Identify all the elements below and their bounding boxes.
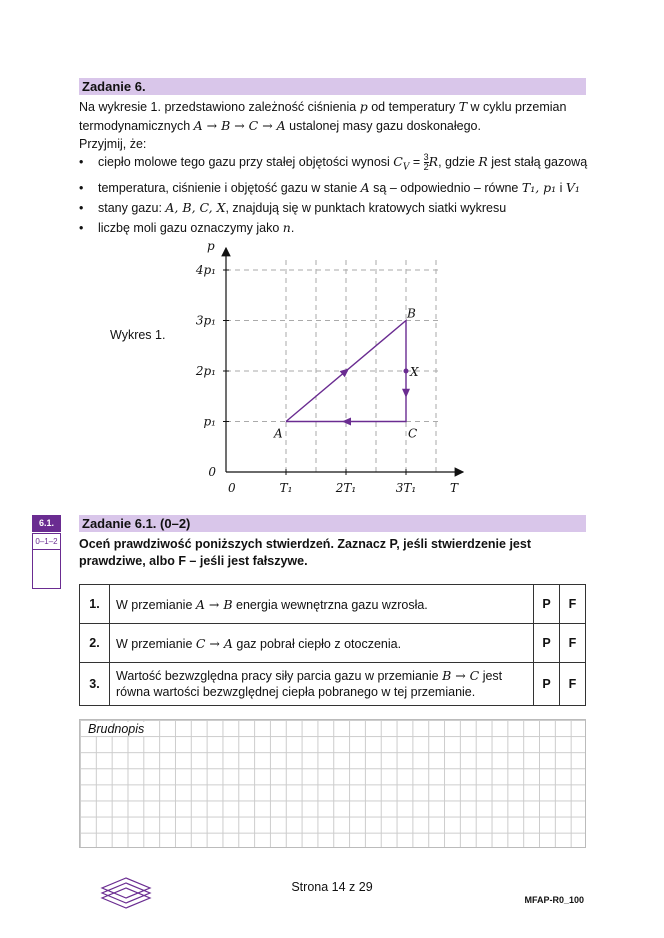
point-label-x: X — [410, 365, 419, 379]
p-T-chart — [195, 238, 470, 500]
y-tick-label: p₁ — [203, 414, 216, 429]
y-tick-label: 3p₁ — [195, 313, 216, 328]
x-axis-label: T — [449, 481, 459, 495]
subtask-header-bar — [79, 515, 586, 532]
x-tick-label: 0 — [228, 481, 236, 495]
page-number: Strona 14 z 29 — [291, 880, 373, 894]
answer-f[interactable]: F — [560, 663, 586, 706]
point-label-a: A — [274, 426, 283, 441]
bullet-moles: • liczbę moli gazu oznaczymy jako n. — [79, 218, 599, 238]
task-title: Zadanie 6. — [82, 79, 146, 94]
statement-text: W przemianie C → A gaz pobrał ciepło z otoczenia. — [110, 624, 534, 663]
y-tick-label: 0 — [208, 465, 216, 479]
y-tick-label: 4p₁ — [195, 263, 216, 277]
assume-label: Przyjmij, że: — [79, 137, 147, 151]
answer-p[interactable]: P — [534, 624, 560, 663]
chart-labels — [195, 239, 459, 495]
chart-axes — [223, 248, 463, 475]
table-row: 1. W przemianie A → B energia wewnętrzna gazu wzrosła. P F — [80, 585, 586, 624]
bullet-heat-capacity: • ciepło molowe tego gazu przy stałej objętości wynosi $C_V$ = $\frac{3}{2}$ R, gdzie R jest stałą gazową — [79, 152, 599, 178]
side-task-number: 6.1. — [32, 515, 61, 532]
fraction: $\frac{3}{2}$ — [423, 152, 429, 173]
bullet-state-a: • temperatura, ciśnienie i objętość gazu w stanie A są – odpowiednio – równe T₁, p₁ i V₁ — [79, 178, 599, 198]
x-tick-label: 3T₁ — [395, 481, 417, 495]
side-score-box — [32, 550, 61, 589]
scratch-grid[interactable] — [79, 719, 586, 848]
direction-arrow — [402, 389, 410, 398]
side-score-label: 0–1–2 — [32, 533, 61, 550]
scratch-label: Brudnopis — [88, 722, 145, 736]
x-tick-label: T₁ — [279, 481, 293, 495]
y-tick-label: 2p₁ — [195, 364, 216, 378]
state-point-x — [404, 369, 409, 374]
answer-f[interactable]: F — [560, 585, 586, 624]
table-row: 2. W przemianie C → A gaz pobrał ciepło z otoczenia. P F — [80, 624, 586, 663]
exam-code: MFAP-R0_100 — [524, 895, 584, 905]
statement-text: Wartość bezwzględna pracy siły parcia gazu w przemianie B → C jest równa wartości bezwzględnej ciepła pobranego w tej przemianie. — [110, 663, 534, 706]
subtask-instruction: Oceń prawdziwość poniższych stwierdzeń. Zaznacz P, jeśli stwierdzenie jest prawdziwe, albo F – jeśli jest fałszywe. — [79, 537, 531, 568]
answer-p[interactable]: P — [534, 585, 560, 624]
point-label-b: B — [407, 306, 416, 321]
intro-line-2: termodynamicznych A → B → C → A ustalonej masy gazu doskonałego. — [79, 117, 481, 133]
point-label-c: C — [408, 426, 418, 441]
task-intro — [79, 98, 599, 154]
true-false-table — [79, 584, 586, 706]
y-axis-label: p — [207, 239, 215, 253]
bullet-states: • stany gazu: A, B, C, X, znajdują się w punktach kratowych siatki wykresu — [79, 198, 599, 218]
chart-caption: Wykres 1. — [110, 328, 166, 342]
answer-p[interactable]: P — [534, 663, 560, 706]
answer-f[interactable]: F — [560, 624, 586, 663]
assumptions-list — [79, 152, 599, 238]
intro-line-1: Na wykresie 1. przedstawiono zależność ciśnienia p od temperatury T w cyklu przemian — [79, 99, 567, 114]
x-tick-label: 2T₁ — [335, 481, 357, 495]
task-header-bar — [79, 78, 586, 95]
chart-cycle — [286, 321, 410, 426]
table-row: 3. Wartość bezwzględna pracy siły parcia gazu w przemianie B → C jest równa wartości bezwzględnej ciepła pobranego w tej przemianie. P F — [80, 663, 586, 706]
statement-text: W przemianie A → B energia wewnętrzna gazu wzrosła. — [110, 585, 534, 624]
subtask-title: Zadanie 6.1. (0–2) — [82, 516, 191, 531]
